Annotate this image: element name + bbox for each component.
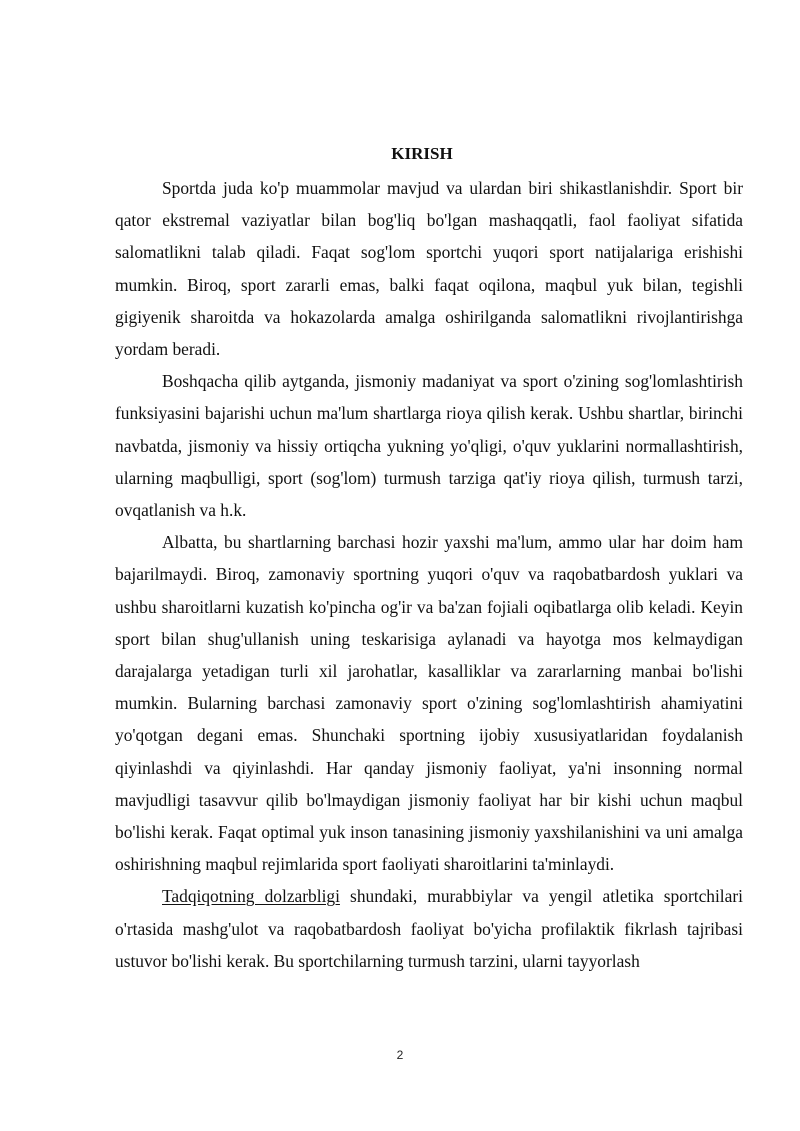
paragraph-3: Albatta, bu shartlarning barchasi hozir yaxshi ma'lum, ammo ular har doim ham bajarilmaydi. Biroq, zamonaviy sportning yuqori o'quv va raqobatbardosh yuklari va ushbu sharoitlarni kuzatish ko'pincha og'ir va ba'zan fojiali oqibatlarga olib keladi. Keyin sport bilan shug'ullanish uning teskarisiga aylanadi va hayotga mos kelmaydigan darajalarga yetadigan turli xil jarohatlar, kasalliklar va zararlarning manbai bo'lishi mumkin. Bularning barchasi zamonaviy sport o'zining sog'lomlashtirish ahamiyatini yo'qotgan degani emas. Shunchaki sportning ijobiy xususiyatlaridan foydalanish qiyinlashdi va qiyinlashdi. Har qanday jismoniy faoliyat, ya'ni insonning normal mavjudligi tasavvur qilib bo'lmaydigan jismoniy faoliyat har bir kishi uchun maqbul bo'lishi kerak. Faqat optimal yuk inson tanasining jismoniy yaxshilanishini va uni amalga oshirishning maqbul rejimlarida sport faoliyati sharoitlarini ta'minlaydi. (115, 532, 743, 875)
paragraph-4-text: shundaki, murabbiylar va yengil atletika sportchilari o'rtasida mashg'ulot va raqobatbardosh faoliyat bo'yicha profilaktik fikrlash tajribasi ustuvor bo'lishi kerak. Bu sportchilarning turmush tarzini, ularni tayyorlash (115, 886, 743, 971)
body-text (115, 172, 743, 977)
page-number: 2 (396, 1048, 404, 1062)
paragraph-2: Boshqacha qilib aytganda, jismoniy madaniyat va sport o'zining sog'lomlashtirish funksiyasini bajarishi uchun ma'lum shartlarga rioya qilish kerak. Ushbu shartlar, birinchi navbatda, jismoniy va hissiy ortiqcha yukning yo'qligi, o'quv yuklarini normallashtirish, ularning maqbulligi, sport (sog'lom) turmush tarziga qat'iy rioya qilish, turmush tarzi, ovqatlanish va h.k. (115, 371, 743, 521)
section-title: KIRISH (391, 144, 453, 163)
paragraph-1: Sportda juda ko'p muammolar mavjud va ulardan biri shikastlanishdir. Sport bir qator ekstremal vaziyatlar bilan bog'liq bo'lgan mashaqqatli, faol faoliyat sifatida salomatlikni talab qiladi. Faqat sog'lom sportchi yuqori sport natijalariga erishishi mumkin. Biroq, sport zararli emas, balki faqat oqilona, maqbul yuk bilan, tegishli gigiyenik sharoitda va hokazolarda amalga oshirilganda salomatlikni rivojlantirishga yordam beradi. (115, 178, 743, 360)
underlined-term: Tadqiqotning dolzarbligi (162, 886, 340, 907)
paragraph-4 (115, 880, 743, 977)
